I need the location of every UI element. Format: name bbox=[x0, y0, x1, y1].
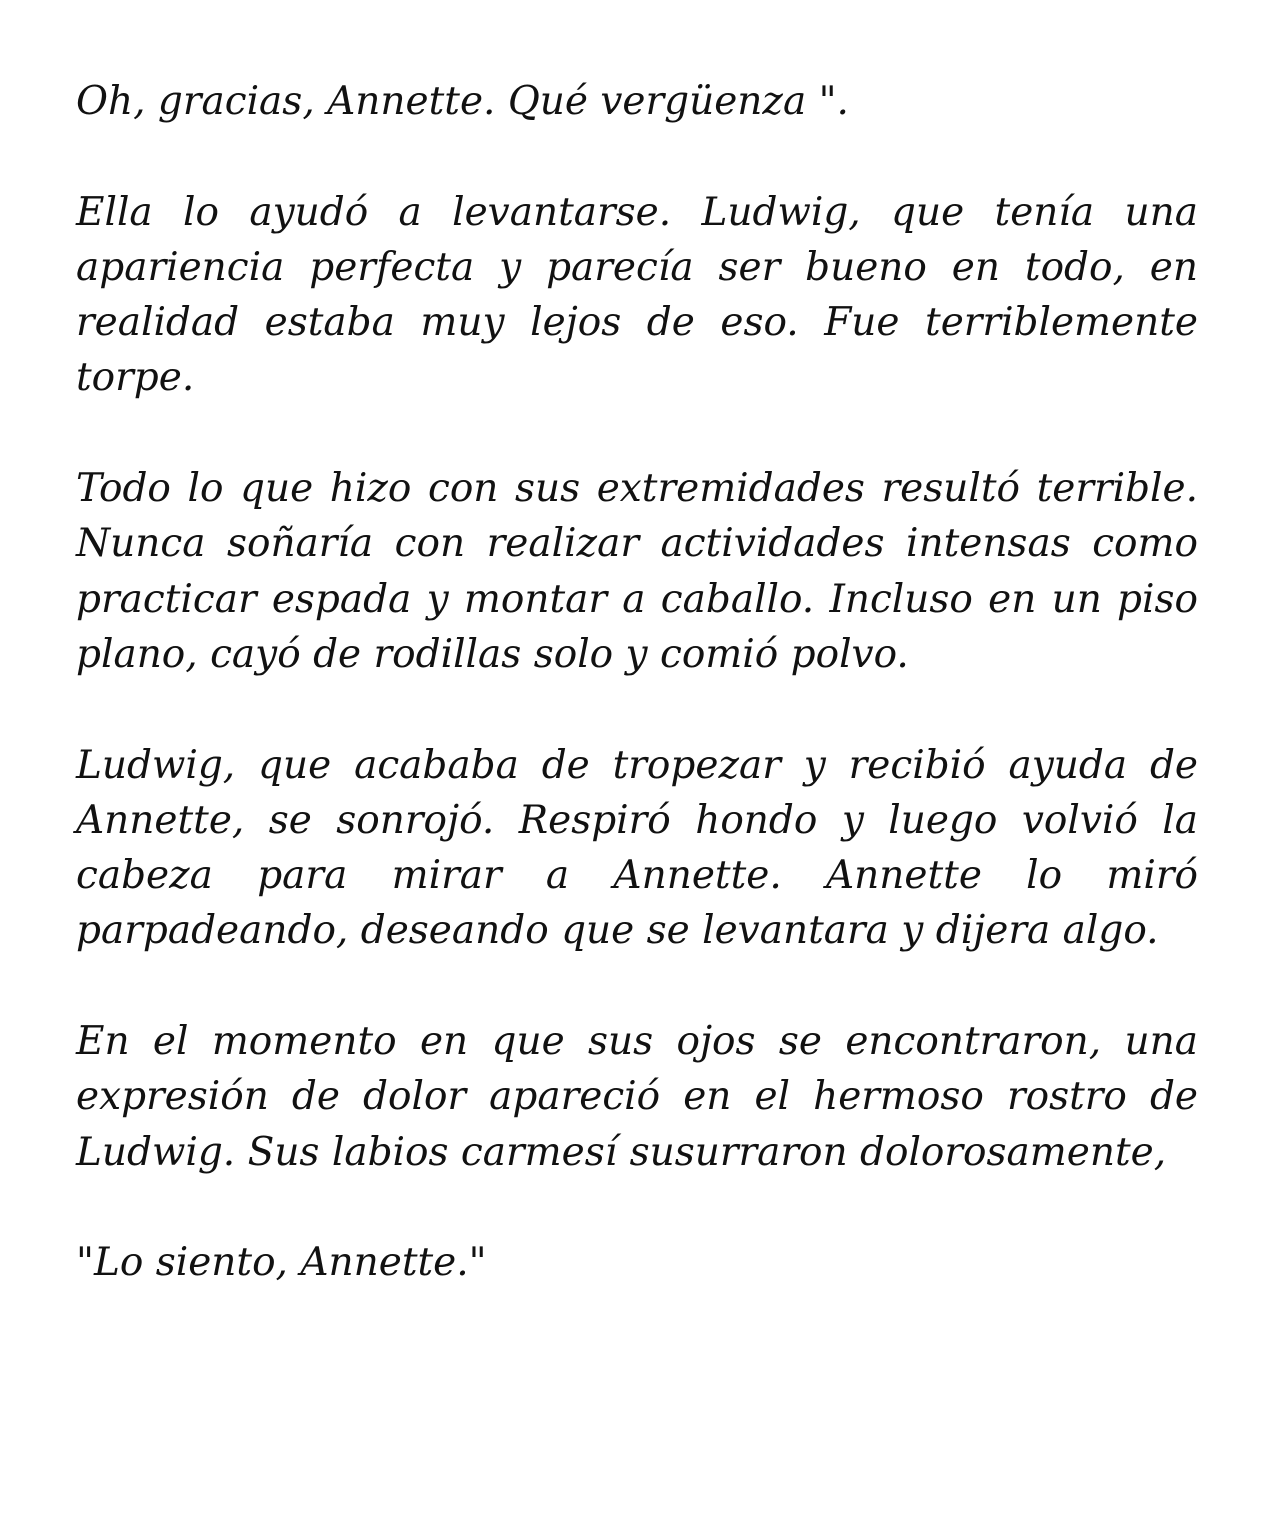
paragraph-1: Oh, gracias, Annette. Qué vergüenza ". bbox=[76, 79, 849, 124]
paragraph-2: Ella lo ayudó a levantarse. Ludwig, que tenía una apariencia perfecta y parecía ser bueno en todo, en realidad estaba muy lejos de eso. Fue terriblemente torpe. bbox=[76, 189, 1198, 401]
document-page bbox=[76, 0, 1198, 1516]
paragraph-5: En el momento en que sus ojos se encontraron, una expresión de dolor apareció en el hermoso rostro de Ludwig. Sus labios carmesí susurraron dolorosamente, bbox=[76, 1019, 1198, 1175]
paragraph-6: "Lo siento, Annette." bbox=[76, 1240, 487, 1286]
paragraph-4: Ludwig, que acababa de tropezar y recibió ayuda de Annette, se sonrojó. Respiró hondo y luego volvió la cabeza para mirar a Annette. Annette lo miró parpadeando, deseando que se levantara y dijera algo. bbox=[76, 742, 1198, 954]
paragraph-3: Todo lo que hizo con sus extremidades resultó terrible. Nunca soñaría con realizar actividades intensas como practicar espada y montar a caballo. Incluso en un piso plano, cayó de rodillas solo y comió polvo. bbox=[76, 466, 1198, 677]
